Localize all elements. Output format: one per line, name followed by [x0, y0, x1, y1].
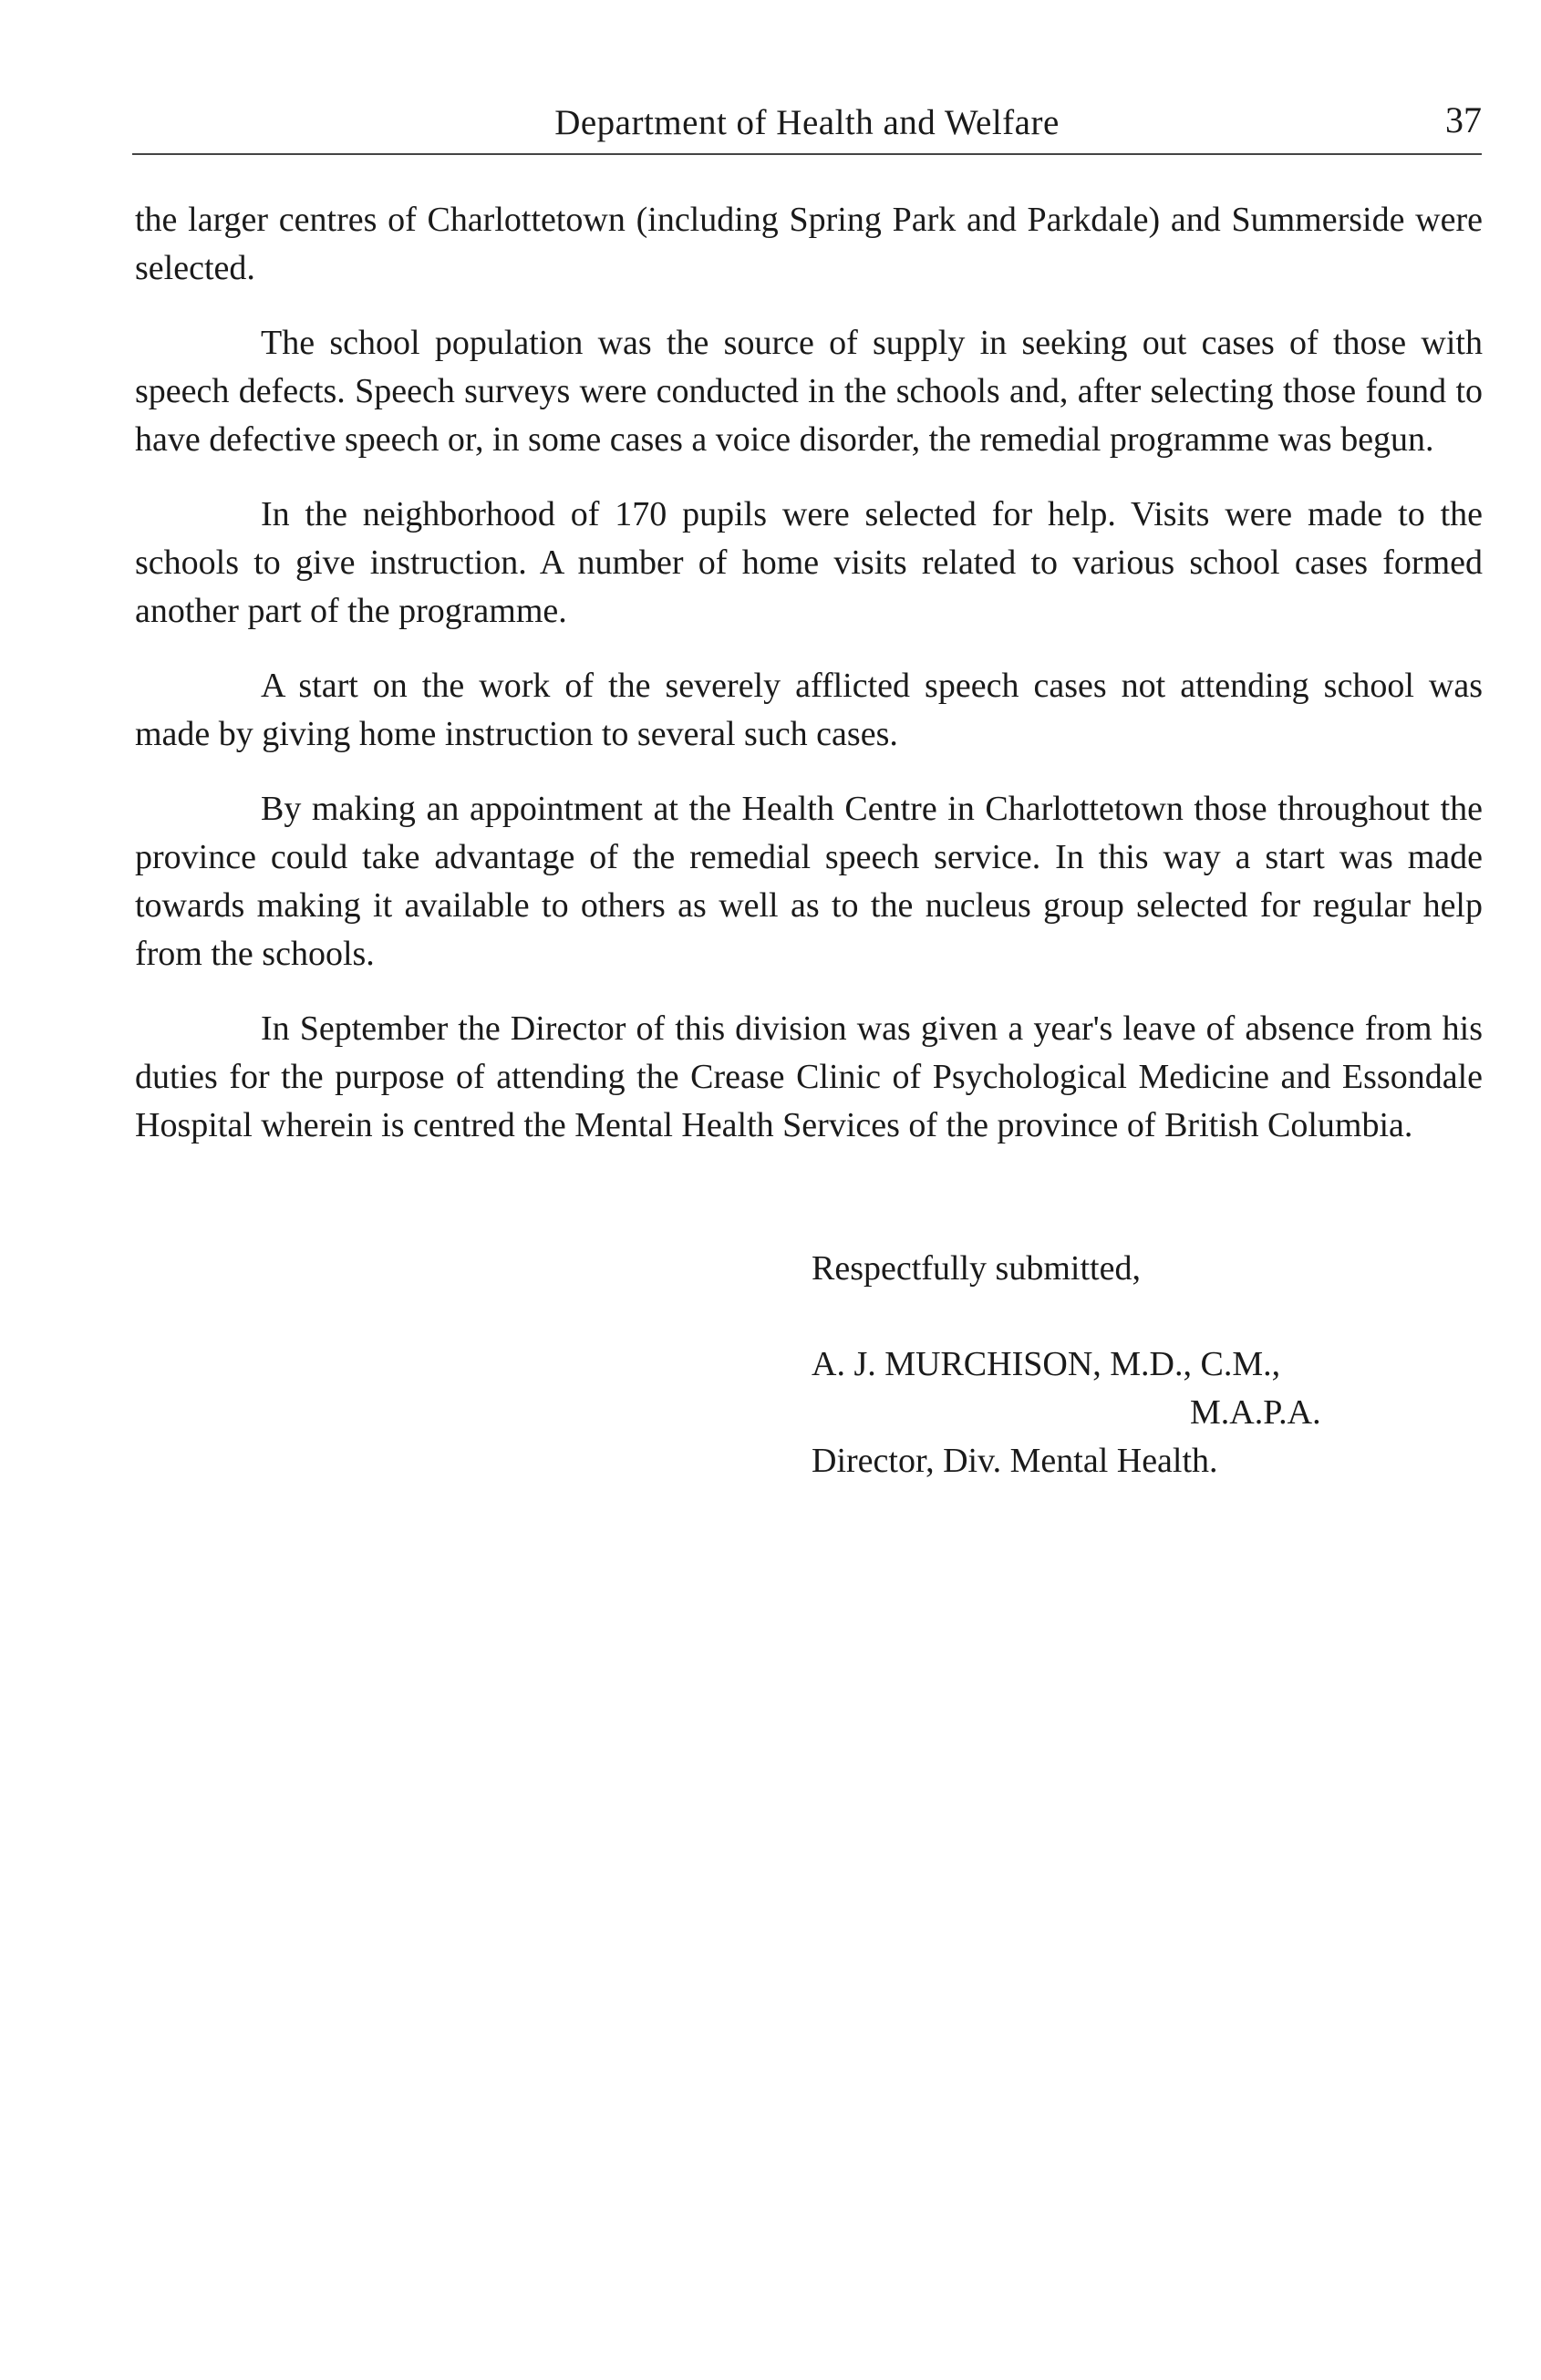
signature-name: A. J. MURCHISON, M.D., C.M.,: [812, 1345, 1281, 1383]
header-title: Department of Health and Welfare: [554, 103, 1060, 142]
body-text: [135, 196, 1483, 1176]
paragraph-health-centre: By making an appointment at the Health Centre in Charlottetown those throughout the province could take advantage of the remedial speech service. In this way a start was made towards making it available to others as well as to the nucleus group selected for regular help from the schools.: [135, 790, 1483, 973]
running-header: [132, 91, 1482, 155]
paragraph-severe-cases: A start on the work of the severely afflicted speech cases not attending school was made by giving home instruction to several such cases.: [135, 667, 1483, 753]
signature-block: [812, 1245, 1450, 1485]
signature-credentials: M.A.P.A.: [1190, 1393, 1321, 1432]
page-number: 37: [1445, 99, 1482, 140]
paragraph-pupils-selected: In the neighborhood of 170 pupils were selected for help. Visits were made to the schools to give instruction. A number of home visits related to various school cases formed another part of the programme.: [135, 495, 1483, 630]
paragraph-director-leave: In September the Director of this division was given a year's leave of absence from his duties for the purpose of attending the Crease Clinic of Psychological Medicine and Essondale Hospital wherein is centred the Mental Health Services of the province of British Columbia.: [135, 1009, 1483, 1144]
signature-closing: Respectfully submitted,: [812, 1249, 1141, 1288]
signature-title: Director, Div. Mental Health.: [812, 1442, 1218, 1480]
header-rule: [132, 153, 1482, 155]
paragraph-continuation: the larger centres of Charlottetown (including Spring Park and Parkdale) and Summerside were selected.: [135, 201, 1483, 287]
paragraph-school-population: The school population was the source of supply in seeking out cases of those with speech defects. Speech surveys were conducted in the schools and, after selecting those found to have defective speech or, in some cases a voice disorder, the remedial programme was begun.: [135, 324, 1483, 459]
